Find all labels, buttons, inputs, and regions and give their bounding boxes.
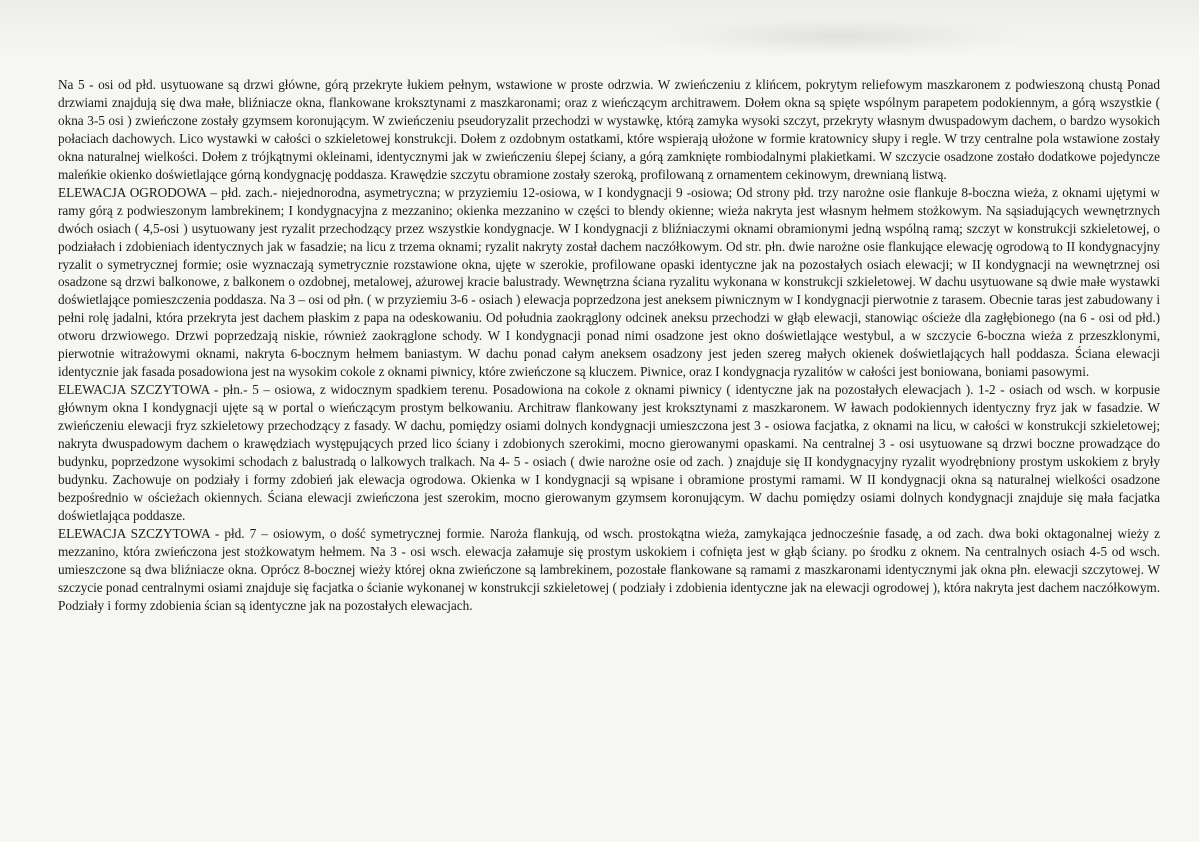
scan-smudge xyxy=(660,18,1020,56)
document-text-block xyxy=(58,76,1160,615)
paragraph-fasada-entrance: Na 5 - osi od płd. usytuowane są drzwi główne, górą przekryte łukiem pełnym, wstawione w proste odrzwia. W zwieńczeniu z klińcem, pokrytym reliefowym maszkaronem z podwieszoną chustą Ponad drzwiami znajdują się dwa małe, bliźniacze okna, flankowane kroksztynami z maszkaronami; oraz z wieńczącym architrawem. Dołem okna są spięte wspólnym parapetem podokiennym, a górą wszystkie ( okna 3-5 osi ) zwieńczone zostały gzymsem koronującym. W zwieńczeniu pseudoryzalit przechodzi w wystawkę, którą zamyka wysoki szczyt, przekryty własnym dwuspadowym dachem, o bardzo wysokich połaciach dachowych. Lico wystawki w całości o szkieletowej konstrukcji. Dołem z ozdobnym ostatkami, które wspierają ułożone w formie kratownicy słupy i regle. W trzy centralne pola wstawione zostały okna naturalnej wielkości. Dołem z trójkątnymi okleinami, identycznymi jak w zwieńczeniu ślepej ściany, a górą zamknięte rombiodalnymi plakietkami. W szczycie osadzone zostało dodatkowe pojedyncze maleńkie okienko doświetlające górną kondygnację poddasza. Krawędzie szczytu obramione zostały szeroką, profilowaną z ornamentem cekinowym, drewnianą listwą. xyxy=(58,77,1160,182)
paragraph-elewacja-szczytowa-pln: ELEWACJA SZCZYTOWA - płn.- 5 – osiowa, z widocznym spadkiem terenu. Posadowiona na cokole z oknami piwnicy ( identyczne jak na pozostałych elewacjach ). 1-2 - osiach od wsch. w korpusie głównym okna I kondygnacji ujęte są w portal o wieńczącym prostym belkowaniu. Architraw flankowany jest kroksztynami z maszkaronem. W ławach podokiennych identyczny fryz jak w fasadzie. W zwieńczeniu elewacji fryz szkieletowy przechodzący z fasady. W dachu, pomiędzy osiami dolnych kondygnacji umieszczona jest 3 - osiowa facjatka, z oknami na licu, w całości w konstrukcji szkieletowej; nakryta dwuspadowym dachem o krawędziach występujących przed lico ściany i zdobionych szerokimi, mocno gierowanymi opaskami. Na centralnej 3 - osi usytuowane są drzwi boczne prowadzące do budynku, poprzedzone wysokimi schodach z balustradą o lalkowych tralkach. Na 4- 5 - osiach ( dwie narożne osie od zach. ) znajduje się II kondygnacyjny ryzalit wyodrębniony prostym uskokiem z bryły budynku. Zachowuje on podziały i formy zdobień jak elewacja ogrodowa. Okienka w I kondygnacji są wpisane i obramione prostymi ramami. W II kondygnacji okna są naturalnej wielkości osadzone bezpośrednio w ościeżach okiennych. Ściana elewacji zwieńczona jest szerokim, mocno gierowanym gzymsem koronującym. W dachu pomiędzy osiami dolnych kondygnacji znajduje się mała facjatka doświetlająca poddasze. xyxy=(58,382,1160,523)
paragraph-elewacja-szczytowa-pld: ELEWACJA SZCZYTOWA - płd. 7 – osiowym, o dość symetrycznej formie. Naroża flankują, od wsch. prostokątna wieża, zamykająca jednocześnie fasadę, a od zach. dwa boki oktagonalnej wieży z mezzanino, która zwieńczona jest stożkowatym hełmem. Na 3 - osi wsch. elewacja załamuje się prostym uskokiem i cofnięta jest w głąb ściany. po środku z oknem. Na centralnych osiach 4-5 od wsch. umieszczone są dwa bliźniacze okna. Oprócz 8-bocznej wieży której okna zwieńczone są lambrekinem, pozostałe flankowane są ramami z maszkaronami identycznymi jak okna płn. elewacji szczytowej. W szczycie ponad centralnymi osiami znajduje się facjatka o ścianie wykonanej w konstrukcji szkieletowej ( podziały i zdobienia identyczne jak na elewacji ogrodowej ), która nakryta jest dachem naczółkowym. Podziały i formy zdobienia ścian są identyczne jak na pozostałych elewacjach. xyxy=(58,525,1160,613)
paragraph-elewacja-ogrodowa: ELEWACJA OGRODOWA – płd. zach.- niejednorodna, asymetryczna; w przyziemiu 12-osiowa, w I kondygnacji 9 -osiowa; Od strony płd. trzy narożne osie flankuje 8-boczna wieża, z oknami ujętymi w ramy górą z podwieszonym lambrekinem; I kondygnacyjna z mezzanino; okienka mezzanino w części to blendy okienne; wieża nakryta jest własnym hełmem stożkowym. Na sąsiadujących wewnętrznych dwóch osiach ( 4,5-osi ) usytuowany jest ryzalit przechodzący przez wszystkie kondygnacje. W I kondygnacji z bliźniaczymi oknami obramionymi jedną wspólną ramą; szczyt w konstrukcji szkieletowej, o podziałach i zdobieniach identycznych jak w fasadzie; na licu z trzema oknami; ryzalit nakryty został dachem naczółkowym. Od str. płn. dwie narożne osie flankujące elewację ogrodową to II kondygnacyjny ryzalit o symetrycznej formie; osie wyznaczają symetrycznie rozstawione okna, ujęte w szerokie, profilowane opaski identyczne jak na pozostałych osiach elewacji; w II kondygnacji na wewnętrznej osi osadzone są drzwi balkonowe, z balkonem o ozdobnej, metalowej, ażurowej kracie balustrady. Wewnętrzna ściana ryzalitu wykonana w konstrukcji szkieletowej. W dachu usytuowane są dwie małe wystawki doświetlające pomieszczenia poddasza. Na 3 – osi od płn. ( w przyziemiu 3-6 - osiach ) elewacja poprzedzona jest aneksem piwnicznym w I kondygnacji pierwotnie z tarasem. Obecnie taras jest zabudowany i pełni rolę jadalni, która przekryta jest dachem płaskim z papa na odeskowaniu. Od południa zaokrąglony odcinek aneksu przechodzi w głąb elewacji, stanowiąc ościeże dla zagłębionego (na 6 - osi od płd.) otworu drzwiowego. Drzwi poprzedzają niskie, również zaokrąglone schody. W I kondygnacji ponad nimi osadzone jest okno doświetlające westybul, a w szczycie 6-boczna wieża z przeszklonymi, pierwotnie witrażowymi oknami, nakryta 6-bocznym hełmem baniastym. W dachu ponad całym aneksem osadzony jest jeden szereg małych okienek doświetlających hall poddasza. Ściana elewacji identycznie jak fasada posadowiona jest na wysokim cokole z oknami piwnicy, które zwieńczone są kluczem. Piwnice, oraz I kondygnacja ryzalitów w całości jest boniowana, boniami pasowymi. xyxy=(58,184,1160,380)
